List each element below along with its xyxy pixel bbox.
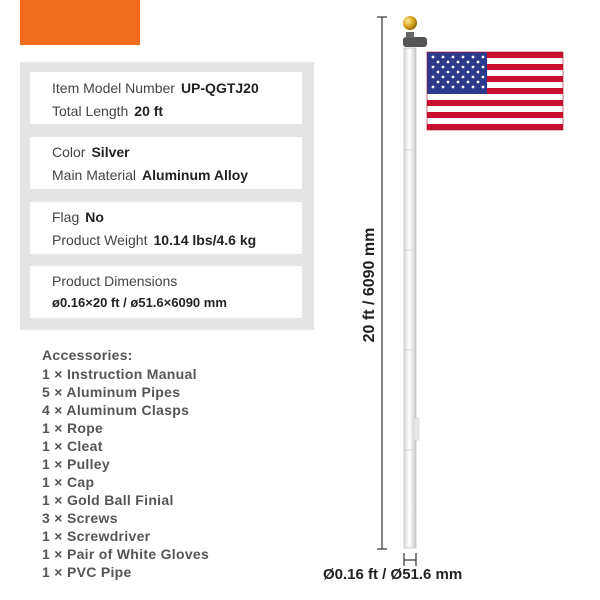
diameter-label: Ø0.16 ft / Ø51.6 mm <box>323 566 463 583</box>
total-length-value: 20 ft <box>134 103 164 119</box>
flag-label: Flag <box>52 209 80 225</box>
weight-value: 10.14 lbs/4.6 kg <box>153 232 257 248</box>
dimensions-value: ø0.16×20 ft / ø51.6×6090 mm <box>52 295 227 310</box>
accessories-title: Accessories: <box>42 347 133 363</box>
total-length-label: Total Length <box>52 103 129 119</box>
cleat <box>414 418 419 440</box>
item-model-label: Item Model Number <box>52 80 175 96</box>
accessory-item: 1 × Instruction Manual <box>42 366 197 382</box>
accessory-item: 1 × Screwdriver <box>42 528 151 544</box>
accessory-item: 1 × Pair of White Gloves <box>42 546 210 562</box>
weight-label: Product Weight <box>52 232 148 248</box>
accessory-item: 1 × Gold Ball Finial <box>42 492 174 508</box>
diameter-dimension-marker <box>404 553 416 566</box>
color-value: Silver <box>91 144 130 160</box>
pulley-truck <box>403 32 427 47</box>
dimensions-label: Product Dimensions <box>52 273 178 289</box>
color-label: Color <box>52 144 86 160</box>
gold-ball-finial <box>403 16 417 30</box>
material-label: Main Material <box>52 167 137 183</box>
flagpole <box>404 48 416 548</box>
flag-value: No <box>85 209 104 225</box>
accessory-item: 4 × Aluminum Clasps <box>42 402 190 418</box>
accessory-item: 1 × Cleat <box>42 438 103 454</box>
accessory-item: 1 × Pulley <box>42 456 110 472</box>
accessory-item: 5 × Aluminum Pipes <box>42 384 181 400</box>
height-label: 20 ft / 6090 mm <box>361 227 378 343</box>
material-value: Aluminum Alloy <box>142 167 249 183</box>
accessory-item: 1 × PVC Pipe <box>42 564 132 580</box>
american-flag <box>427 52 563 130</box>
accessory-item: 3 × Screws <box>42 510 118 526</box>
accessory-item: 1 × Cap <box>42 474 95 490</box>
item-model-value: UP-QGTJ20 <box>180 80 259 96</box>
accessory-item: 1 × Rope <box>42 420 104 436</box>
